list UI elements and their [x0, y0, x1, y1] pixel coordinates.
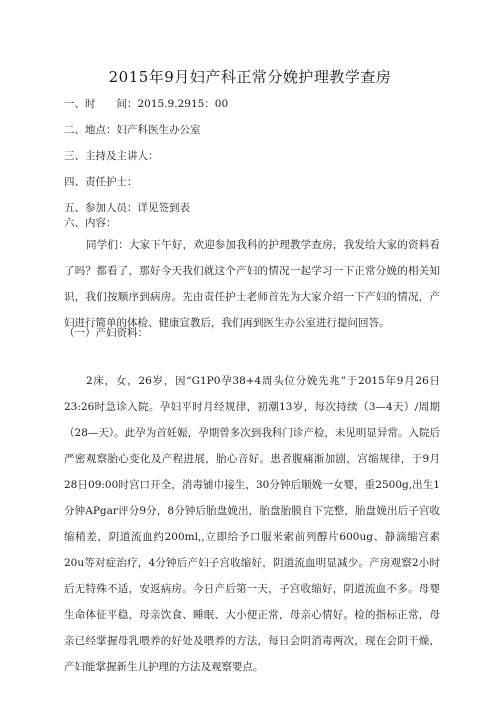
header-line-nurse: 四、责任护士：	[64, 176, 138, 188]
header-line-location: 二、地点：妇产科医生办公室	[64, 124, 201, 136]
header-line-host: 三、主持及主讲人：	[64, 150, 159, 162]
page-title: 2015年9月妇产科正常分娩护理教学查房	[108, 68, 392, 86]
section-subheading: （一）产妇资料：	[64, 327, 148, 339]
intro-paragraph: 同学们：大家下午好，欢迎参加我科的护理教学查房，我发给大家的资料看了吗？都看了，那好今天我们就这个产妇的情况一起学习一下正常分娩的相关知识，我们按顺序到病房。先由责任护士老师首先为大家介绍一下产妇的情况，产妇进行简单的体检、健康宣教后，我们再到医生办公室进行提问回答。	[64, 239, 440, 329]
case-paragraph: 2床，女，26岁，因“G1P0孕38+4周头位分娩先兆”于2015年9月26日23:26时急诊入院。孕妇平时月经规律，初潮13岁，每次持续（3—4天）/周期（28—天）。此孕为首妊娠，孕期曾多次到我科门诊产检，未见明显异常。入院后严密观察胎心变化及产程进展，胎心音好。患者腹痛渐加剧，宫缩规律，于9月28日09:00时宫口开全，消毒铺巾接生，30分钟后顺娩一女婴，重2500g,出生1分钟APgar评分9分，8分钟后胎盘娩出，胎盘胎膜自下完整，胎盘娩出后子宫收缩稍差，阴道流血约200ml,,立即给予口服米索前列醇片600ug、静滴缩宫素20u等对症治疗，4分钟后产妇子宫收缩好，阴道流血明显减少。产房观察2小时后无特殊不适，安返病房。今日产后第一天，子宫收缩好，阴道流血不多。母婴生命体征平稳，母亲饮食、睡眠、大小便正常，母亲心情好。检的指标正常，母亲已经掌握母乳喂养的好处及喂养的方法，每日会阴消毒两次，现在会阴干燥，产妇能掌握新生儿护理的方法及观察要点。	[64, 375, 440, 673]
header-line-time: 一、时 间：2015.9.2915：00	[64, 98, 229, 110]
header-line-participants: 五、参加人员：详见签到表	[64, 202, 190, 214]
header-line-content: 六、内容：	[64, 217, 117, 229]
